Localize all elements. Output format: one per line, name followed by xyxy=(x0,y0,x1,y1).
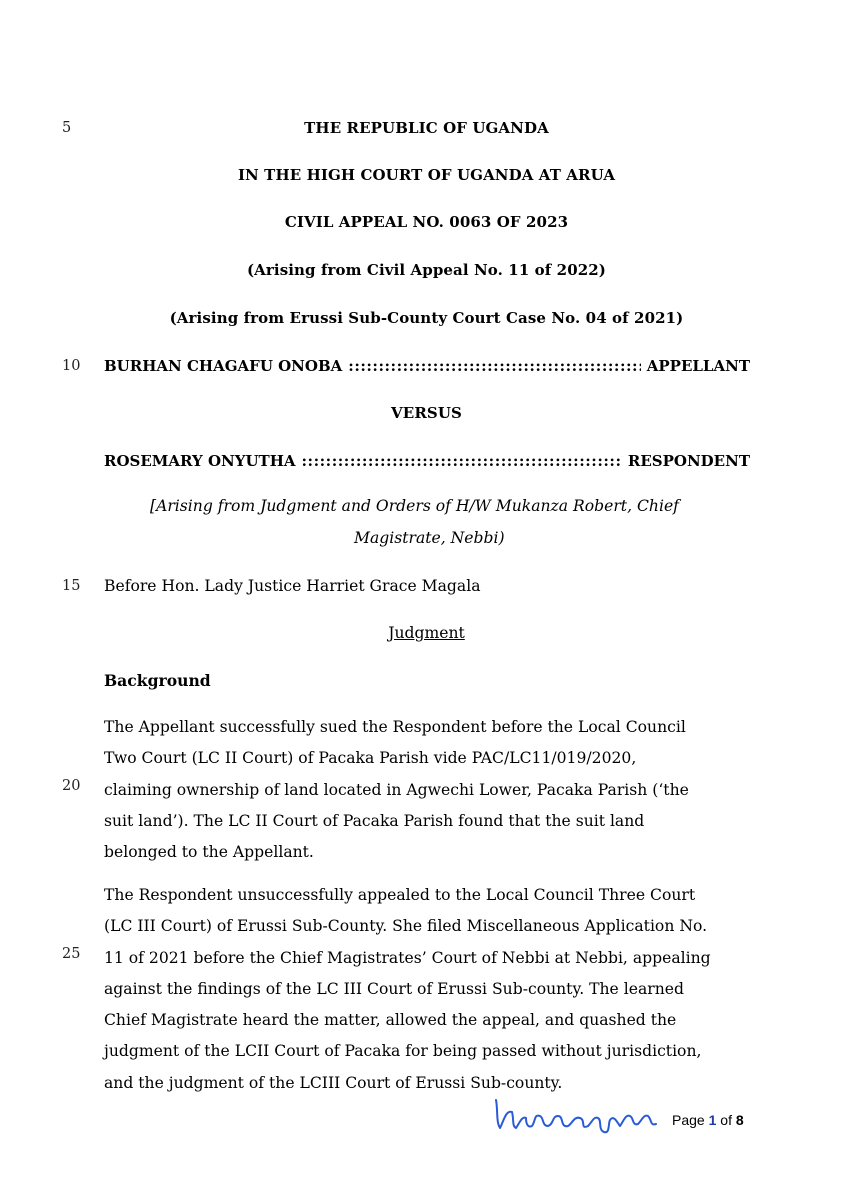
page-word: Page xyxy=(672,1112,705,1128)
before-judge: Before Hon. Lady Justice Harriet Grace Magala xyxy=(104,577,481,595)
appellant-name: BURHAN CHAGAFU ONOBA xyxy=(104,357,343,375)
paragraph-line: against the findings of the LC III Court of Erussi Sub-county. The learned xyxy=(104,979,684,998)
paragraph-line: and the judgment of the LCIII Court of Erussi Sub-county. xyxy=(104,1073,563,1092)
paragraph-line: suit land’). The LC II Court of Pacaka Parish found that the suit land xyxy=(104,811,645,830)
line-number-5: 5 xyxy=(62,120,72,136)
respondent-row xyxy=(104,452,750,470)
heading-arising-civil-appeal: (Arising from Civil Appeal No. 11 of 2022) xyxy=(246,261,607,279)
paragraph-line: Chief Magistrate heard the matter, allowed the appeal, and quashed the xyxy=(104,1011,677,1030)
heading-arising-court-case: (Arising from Erussi Sub-County Court Case No. 04 of 2021) xyxy=(169,309,684,327)
respondent-role: RESPONDENT xyxy=(627,452,750,470)
dotted-leader xyxy=(348,357,640,375)
dotted-leader xyxy=(302,452,622,470)
signature-image xyxy=(490,1090,665,1140)
paragraph-line: claiming ownership of land located in Agwechi Lower, Pacaka Parish (‘the xyxy=(104,780,689,799)
appellant-role: APPELLANT xyxy=(646,357,750,375)
judgment-title: Judgment xyxy=(388,624,465,642)
page-total: 8 xyxy=(735,1112,744,1128)
appellant-row xyxy=(104,357,750,375)
page-current: 1 xyxy=(708,1112,717,1128)
heading-case-number: CIVIL APPEAL NO. 0063 OF 2023 xyxy=(284,213,569,231)
arising-note-line-1: [Arising from Judgment and Orders of H/W Mukanza Robert, Chief xyxy=(150,497,679,515)
line-number-15: 15 xyxy=(62,578,81,594)
paragraph-line: judgment of the LCII Court of Pacaka for being passed without jurisdiction, xyxy=(104,1042,702,1061)
paragraph-2 xyxy=(104,880,754,1099)
paragraph-1 xyxy=(104,712,754,868)
line-number-25: 25 xyxy=(62,946,81,962)
paragraph-line: (LC III Court) of Erussi Sub-County. She filed Miscellaneous Application No. xyxy=(104,917,708,936)
heading-court: IN THE HIGH COURT OF UGANDA AT ARUA xyxy=(237,166,616,184)
paragraph-line: The Respondent unsuccessfully appealed to the Local Council Three Court xyxy=(104,886,696,904)
paragraph-line: The Appellant successfully sued the Respondent before the Local Council xyxy=(104,718,686,736)
of-word: of xyxy=(720,1112,732,1128)
arising-note-line-2: Magistrate, Nebbi) xyxy=(354,529,505,547)
line-number-10: 10 xyxy=(62,358,81,374)
line-number-20: 20 xyxy=(62,778,81,794)
paragraph-line: Two Court (LC II Court) of Pacaka Parish vide PAC/LC11/019/2020, xyxy=(104,749,637,768)
versus-label: VERSUS xyxy=(391,404,462,422)
page-number xyxy=(672,1112,744,1128)
background-heading: Background xyxy=(104,671,211,690)
paragraph-line: 11 of 2021 before the Chief Magistrates’ Court of Nebbi at Nebbi, appealing xyxy=(104,948,711,967)
respondent-name: ROSEMARY ONYUTHA xyxy=(104,452,296,470)
paragraph-line: belonged to the Appellant. xyxy=(104,843,314,862)
signature-stroke xyxy=(496,1100,656,1132)
heading-republic: THE REPUBLIC OF UGANDA xyxy=(304,119,549,137)
